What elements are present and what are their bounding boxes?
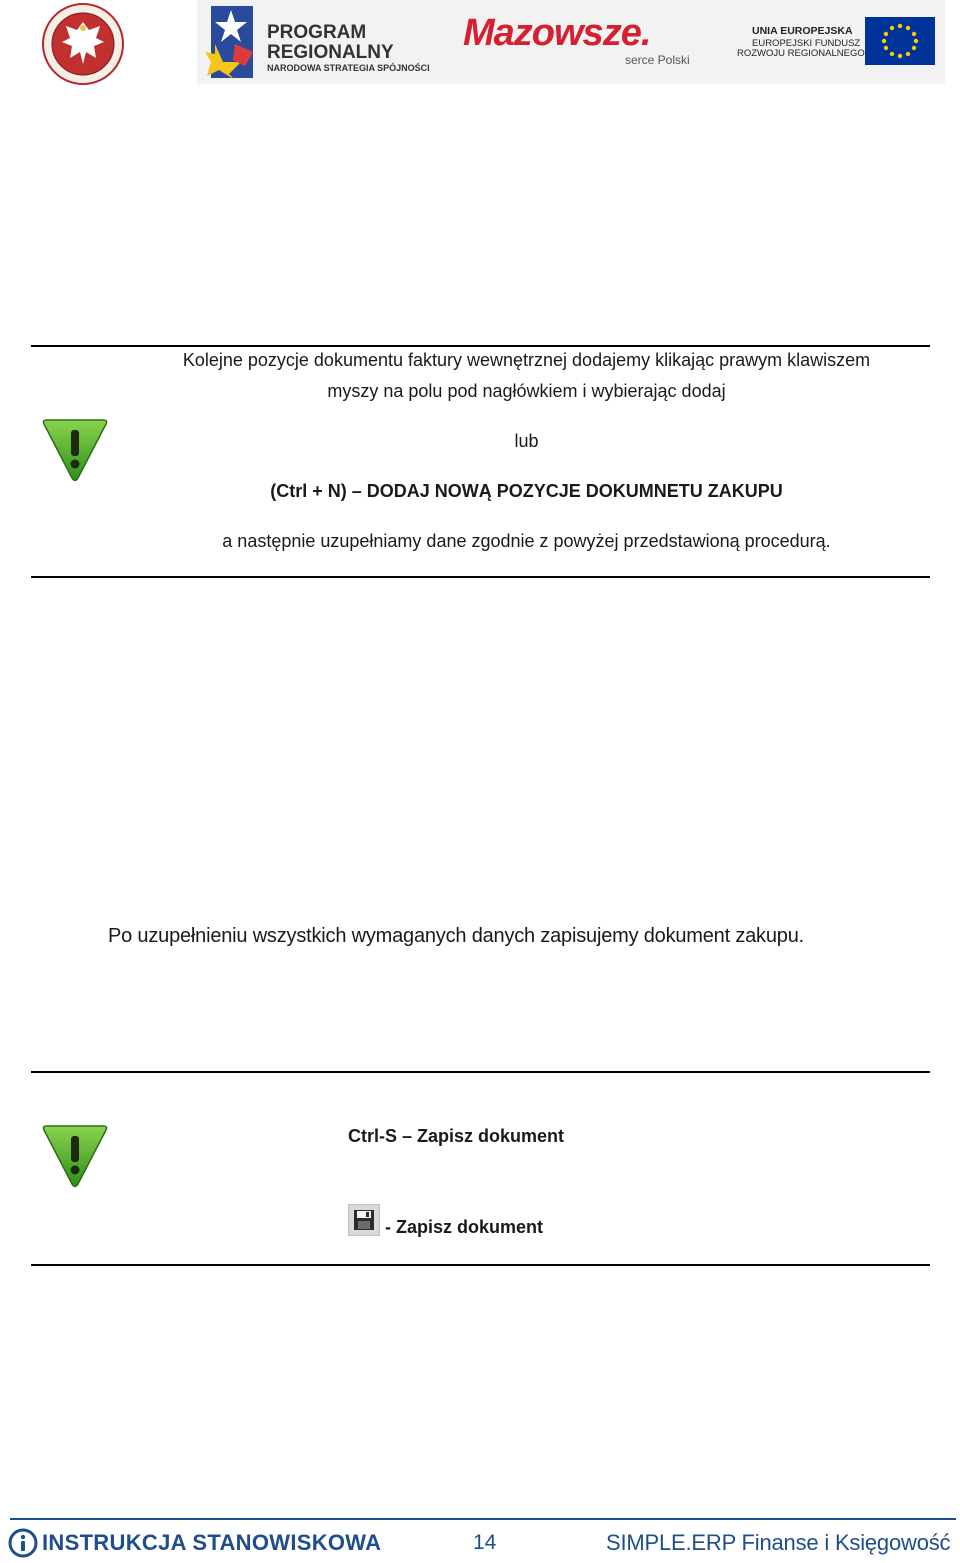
info-icon <box>8 1528 38 1558</box>
eu-flag-icon <box>865 17 935 65</box>
note1-top-rule <box>31 345 930 347</box>
note1-line3: lub <box>514 431 539 451</box>
note2-top-rule <box>31 1071 930 1073</box>
program-line3: NARODOWA STRATEGIA SPÓJNOŚCI <box>267 63 430 73</box>
program-line2: REGIONALNY <box>267 42 394 63</box>
note1-line1: Kolejne pozycje dokumentu faktury wewnętrznej dodajemy klikając prawym klawiszem <box>182 350 871 370</box>
eu-fund-logo <box>727 0 945 84</box>
footer-title: INSTRUKCJA STANOWISKOWA <box>42 1530 382 1555</box>
note1-shortcut: (Ctrl + N) – DODAJ NOWĄ POZYCJE DOKUMNETU ZAKUPU <box>270 481 783 501</box>
mazowsze-logo <box>437 0 727 84</box>
save-button-label: - Zapisz dokument <box>385 1217 544 1237</box>
university-seal-logo <box>40 2 126 86</box>
footer-product: SIMPLE.ERP Finanse i Księgowość <box>606 1530 951 1555</box>
program-regionalny-logo <box>197 0 437 84</box>
mazowsze-title: Mazowsze. <box>463 12 651 54</box>
floppy-disk-icon <box>349 1205 379 1235</box>
footer-rule <box>10 1518 956 1520</box>
note2-bottom-rule <box>31 1264 930 1266</box>
save-shortcut-text: Ctrl-S – Zapisz dokument <box>348 1126 565 1146</box>
warning-icon <box>40 1124 110 1190</box>
header-logos <box>0 0 960 90</box>
eu-line2: EUROPEJSKI FUNDUSZ <box>752 38 861 49</box>
mazowsze-subtitle: serce Polski <box>625 53 690 67</box>
body-paragraph: Po uzupełnieniu wszystkich wymaganych danych zapisujemy dokument zakupu. <box>108 925 804 947</box>
eu-line3: ROZWOJU REGIONALNEGO <box>737 48 865 59</box>
note1-bottom-rule <box>31 576 930 578</box>
note1-line2: myszy na polu pod nagłówkiem i wybierając dodaj <box>327 381 726 401</box>
eu-line1: UNIA EUROPEJSKA <box>752 25 853 37</box>
note1-line5: a następnie uzupełniamy dane zgodnie z powyżej przedstawioną procedurą. <box>222 531 831 551</box>
program-line1: PROGRAM <box>267 22 367 43</box>
footer-page-number: 14 <box>473 1531 497 1554</box>
save-button[interactable] <box>348 1204 380 1236</box>
